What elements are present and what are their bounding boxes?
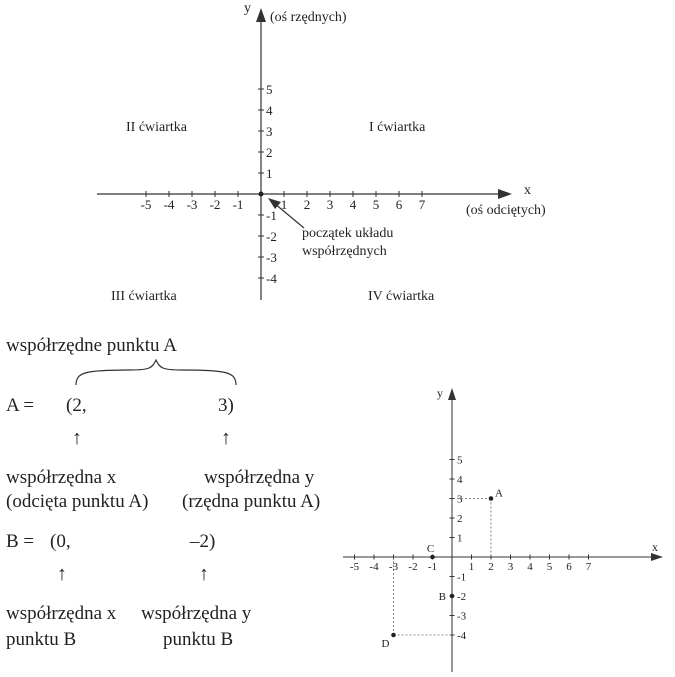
main-x-tick-label: 6 <box>395 197 403 212</box>
main-y-tick-label: -2 <box>266 229 277 244</box>
a-y-arrow: ↑ <box>221 427 231 449</box>
main-y-axis-label: y <box>244 1 251 16</box>
small-x-tick-label: -1 <box>427 561 438 573</box>
small-x-axis-label: x <box>652 540 658 554</box>
quadrant-2-label: II ćwiartka <box>126 120 188 135</box>
point-d-label: D <box>381 638 390 650</box>
point-b-dot <box>450 594 455 599</box>
b-x-value: (0, <box>50 531 71 552</box>
main-y-tick-label: 5 <box>266 82 273 97</box>
small-x-tick-label: 2 <box>488 561 494 573</box>
origin-note-line2: współrzędnych <box>302 244 387 259</box>
main-y-arrowhead <box>256 8 266 22</box>
origin-pointer-line <box>274 203 304 228</box>
main-x-tick-label: 5 <box>372 197 380 212</box>
main-y-tick-label: 3 <box>266 124 273 139</box>
main-y-tick-label: -3 <box>266 250 277 265</box>
a-y-value: 3) <box>218 395 234 416</box>
point-b-label: B <box>438 591 446 603</box>
main-x-tick-label: 7 <box>418 197 426 212</box>
main-x-tick-label: -5 <box>140 197 152 212</box>
quadrant-3-label: III ćwiartka <box>111 289 177 304</box>
small-x-tick-label: 6 <box>566 561 572 573</box>
small-x-tick-label: -4 <box>369 561 379 573</box>
point-d-dot <box>391 633 396 638</box>
main-x-arrowhead <box>498 189 512 199</box>
main-x-tick-label: -1 <box>232 197 244 212</box>
small-x-tick-label: 1 <box>468 561 475 573</box>
main-y-tick-label: -1 <box>266 208 277 223</box>
main-y-tick-label: -4 <box>266 271 277 286</box>
small-x-tick-label: 4 <box>527 561 533 573</box>
b-equals-label: B = <box>6 531 35 552</box>
small-y-tick-label: -2 <box>457 591 467 603</box>
a-x-value: (2, <box>66 395 87 416</box>
b-y-caption-1: współrzędna y <box>141 603 252 624</box>
main-y-tick-label: 1 <box>266 166 273 181</box>
point-c-label: C <box>426 543 435 555</box>
a-x-caption-2: (odcięta punktu A) <box>6 491 149 512</box>
small-x-tick-label: 7 <box>585 561 592 573</box>
small-ticks <box>350 455 592 643</box>
coordinates-heading: współrzędne punktu A <box>6 335 177 356</box>
point-a-dot <box>489 496 494 501</box>
b-y-caption-2: punktu B <box>163 629 234 650</box>
b-y-arrow: ↑ <box>199 563 209 585</box>
small-y-arrowhead <box>448 388 456 400</box>
main-origin-dot <box>259 192 264 197</box>
small-y-tick-label: 5 <box>457 454 463 467</box>
small-points <box>382 488 503 651</box>
small-x-arrowhead <box>651 553 663 561</box>
a-x-arrow: ↑ <box>72 427 82 449</box>
point-c-dot <box>430 555 435 560</box>
b-x-caption-2: punktu B <box>6 629 77 650</box>
small-x-tick-label: -5 <box>349 561 360 573</box>
b-x-caption-1: współrzędna x <box>6 603 117 624</box>
a-coordinates-brace <box>76 360 236 385</box>
small-y-tick-label: 2 <box>457 513 463 525</box>
main-x-axis-name: (oś odciętych) <box>466 203 546 218</box>
small-y-tick-label: -1 <box>457 571 467 584</box>
main-x-tick-label: -3 <box>186 197 198 212</box>
main-x-axis-label: x <box>524 183 531 198</box>
a-equals-label: A = <box>6 395 35 416</box>
quadrant-1-label: I ćwiartka <box>369 120 426 135</box>
b-y-value: –2) <box>190 531 216 552</box>
origin-note-line1: początek układu <box>302 226 394 241</box>
a-y-caption-2: (rzędna punktu A) <box>182 491 321 512</box>
small-y-tick-label: -4 <box>457 630 467 642</box>
main-x-tick-label: 2 <box>303 197 311 212</box>
main-x-tick-label: 3 <box>326 197 334 212</box>
small-y-axis-label: y <box>437 386 443 400</box>
main-x-tick-label: -2 <box>209 197 221 212</box>
main-x-tick-label: 4 <box>349 197 357 212</box>
small-x-tick-label: -3 <box>388 561 399 573</box>
main-x-tick-label: 1 <box>280 197 288 212</box>
b-x-arrow: ↑ <box>57 563 67 585</box>
small-y-tick-label: -3 <box>457 610 467 623</box>
a-y-caption-1: współrzędna y <box>204 467 315 488</box>
small-y-tick-label: 3 <box>457 493 463 506</box>
quadrant-4-label: IV ćwiartka <box>368 289 435 304</box>
main-y-axis-name: (oś rzędnych) <box>270 10 347 25</box>
point-a-label: A <box>495 487 503 500</box>
a-x-caption-1: współrzędna x <box>6 467 117 488</box>
small-y-tick-label: 1 <box>457 532 463 545</box>
small-y-tick-label: 4 <box>457 474 463 486</box>
small-x-tick-label: 5 <box>546 561 553 573</box>
main-y-tick-label: 4 <box>266 103 273 118</box>
small-coordinate-diagram <box>343 388 663 672</box>
main-x-tick-label: -4 <box>163 197 175 212</box>
small-x-tick-label: 3 <box>507 561 514 573</box>
main-y-tick-label: 2 <box>266 145 273 160</box>
small-x-tick-label: -2 <box>408 561 418 573</box>
